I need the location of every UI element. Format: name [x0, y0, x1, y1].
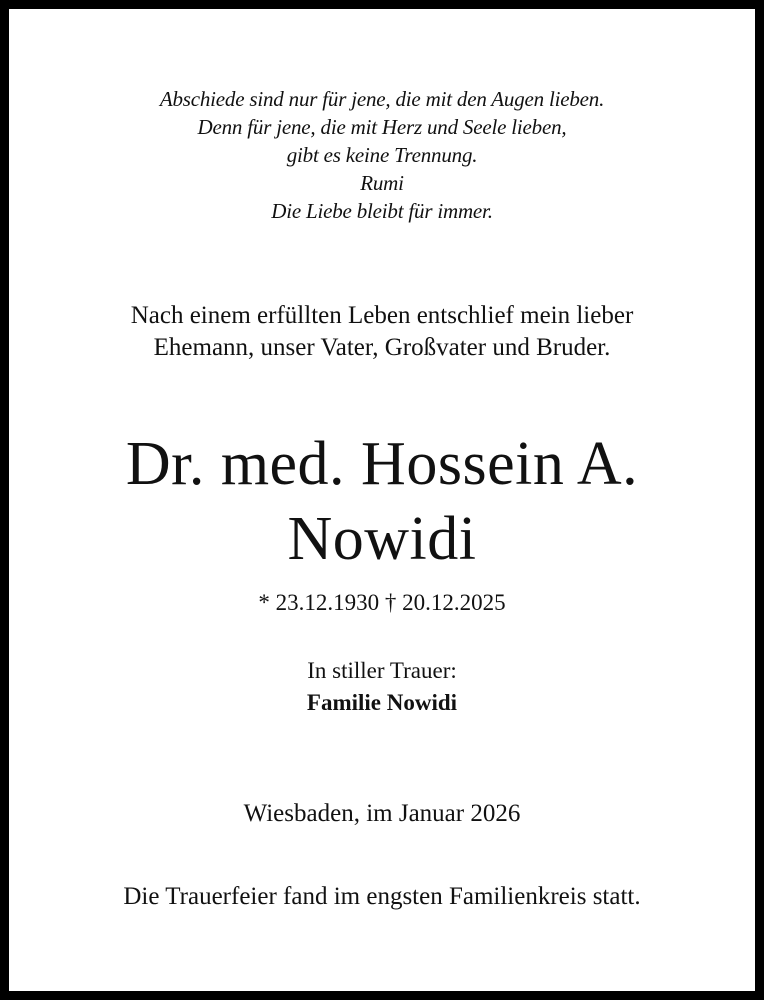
intro-line: Ehemann, unser Vater, Großvater und Bruder.	[153, 334, 611, 361]
quote-line: gibt es keine Trennung.	[286, 143, 478, 167]
deceased-name-line: Dr. med. Hossein A.	[125, 430, 639, 498]
closing-note: Die Trauerfeier fand im engsten Familienkreis statt.	[123, 883, 641, 910]
quote-line: Abschiede sind nur für jene, die mit den Augen lieben.	[159, 87, 605, 111]
quote-line: Die Liebe bleibt für immer.	[271, 199, 493, 223]
mourners-family: Familie Nowidi	[306, 690, 458, 715]
deceased-name-line: Nowidi	[287, 505, 477, 573]
obituary-notice	[9, 9, 755, 991]
mourners-label: In stiller Trauer:	[307, 658, 457, 683]
life-dates: * 23.12.1930 † 20.12.2025	[258, 590, 506, 615]
quote-author: Rumi	[360, 171, 404, 195]
quote-line: Denn für jene, die mit Herz und Seele lieben,	[197, 115, 567, 139]
intro-line: Nach einem erfüllten Leben entschlief mein lieber	[130, 302, 634, 329]
place-date: Wiesbaden, im Januar 2026	[243, 800, 521, 827]
